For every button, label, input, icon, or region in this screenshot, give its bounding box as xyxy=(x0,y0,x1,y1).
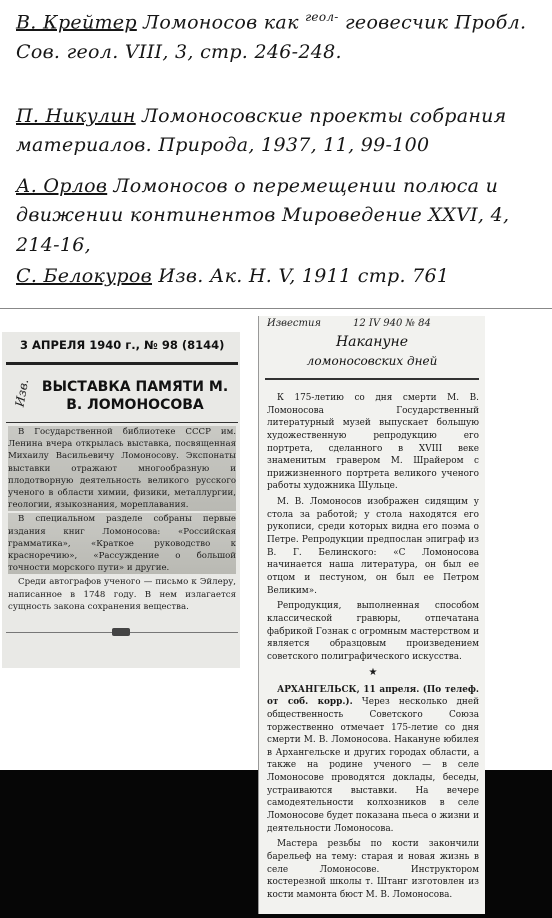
clipping-body xyxy=(8,426,236,615)
note-author: А. Орлов xyxy=(16,175,108,197)
article-subtitle: ломоносовских дней xyxy=(306,354,438,368)
note-text-cont: геовесчик Пробл. Сов. геол. xyxy=(16,11,527,63)
article-paragraph: Среди автографов ученого — письмо к Эйлеру, написанное в 1748 году. В нем излагается сущность закона сохранения вещества. xyxy=(8,577,236,612)
dateline-paragraph xyxy=(267,684,479,836)
dateline-text: Через несколько дней общественность Советского Союза торжественно отмечает 175-летие со дня смерти М. В. Ломоносова. Накануне юбилея в Архангельске и других городах области, а также на родине ученого — в селе Ломоносове проводятся доклады, беседы, устраиваются выставки. На вечере самодеятельности колхозников в селе Ломоносове будет показана пьеса о жизни и деятельности Ломоносова. xyxy=(267,697,479,834)
newspaper-masthead: 3 АПРЕЛЯ 1940 г., № 98 (8144) xyxy=(20,338,225,352)
note-author: В. Крейтер xyxy=(16,11,137,34)
note-ref: , 3, стр. 246-248. xyxy=(162,40,342,63)
star-separator: ★ xyxy=(368,667,378,679)
headline-rule xyxy=(6,422,238,423)
handwritten-note-kreiter xyxy=(16,8,546,67)
article-paragraph: К 175-летию со дня смерти М. В. Ломоносова Государственный литературный музей выпускает большую художественную репродукцию его портрета, сделанного в XVIII веке знаменитым гравером М. Шрайером с прижизненного портрета великого ученого работы художника Шульце. xyxy=(267,393,479,492)
handwritten-note-belokurov xyxy=(16,262,546,291)
note-volume: V xyxy=(278,265,290,287)
note-text: Ломоносов о перемещении полюса и движении континентов Мироведение xyxy=(16,175,499,227)
article-paragraph: Мастера резьбы по кости закончили барельеф на тему: старая и новая жизнь в селе Ломоносове. Инструктором костерезной школы т. Штанг изготовлен из кости мамонта бюст М. В. Ломоносова. xyxy=(267,839,479,900)
section-divider xyxy=(0,308,552,309)
note-volume: XXVI xyxy=(428,204,478,227)
note-text: Изв. Ак. Н. xyxy=(158,265,273,287)
title-rule xyxy=(265,378,479,380)
handwritten-note-orlov xyxy=(16,172,546,260)
clipping-headline: ВЫСТАВКА ПАМЯТИ М. В. ЛОМОНОСОВА xyxy=(41,379,229,414)
article-paragraph: Репродукция, выполненная способом классической гравюры, отпечатана фабрикой Гознак с огромным мастерством и является образцовым произведением советского полиграфического искусства. xyxy=(267,601,479,662)
note-volume: VIII xyxy=(124,40,163,63)
note-ref: , 4, 214-16, xyxy=(16,204,510,256)
article-paragraph: В Государственной библиотеке СССР им. Ленина вчера открылась выставка, посвященная Михаилу Васильевичу Ломоносову. Экспонаты выставки отражают многообразную и плодотворную деятельность великого русского ученого в области химии, физики, металлургии, геологии, языкознания, мореплавания. xyxy=(8,427,236,511)
note-author: С. Белокуров xyxy=(16,265,152,287)
handwritten-source-note xyxy=(267,318,481,329)
note-superscript: геол- xyxy=(305,10,339,24)
article-paragraph: М. В. Ломоносов изображен сидящим у стола за работой; у стола находятся его рукописи, среди которых видна его поэма о Петре. Репродукции предпослан эпиграф из В. Г. Белинского: «С Ломоносова начинается наша литература, он был ее отцом и пестуном, он был ее Петром Великим». xyxy=(267,497,479,596)
newspaper-clipping-left xyxy=(2,332,240,668)
article-body xyxy=(267,392,479,905)
masthead-rule xyxy=(6,362,238,365)
note-text: Ломоносов как xyxy=(143,11,299,34)
note-author: П. Никулин xyxy=(16,105,136,127)
source-note-left: Известия xyxy=(267,318,322,329)
dateline-source: (По телеф. от соб. корр.). xyxy=(267,684,479,708)
article-title: Накануне xyxy=(335,334,409,350)
note-text: Ломоносовские проекты собрания материалов. Природа, 1937, 11, 99-100 xyxy=(16,105,507,157)
article-paragraph: В специальном разделе собраны первые издания книг Ломоносова: «Российская грамматика», «Краткое руководство к красноречию», «Рассуждение о большой точности морского пути» и другие. xyxy=(8,514,236,574)
dateline: АРХАНГЕЛЬСК, 11 апреля. xyxy=(277,684,420,695)
separator-ornament xyxy=(112,628,130,636)
handwritten-note-nikulin xyxy=(16,102,546,161)
newspaper-clipping-right xyxy=(258,316,485,914)
handwritten-stamp: Изв. xyxy=(12,378,32,408)
source-note-right: 12 IV 940 № 84 xyxy=(353,318,431,329)
note-ref: , 1911 стр. 761 xyxy=(289,265,450,287)
